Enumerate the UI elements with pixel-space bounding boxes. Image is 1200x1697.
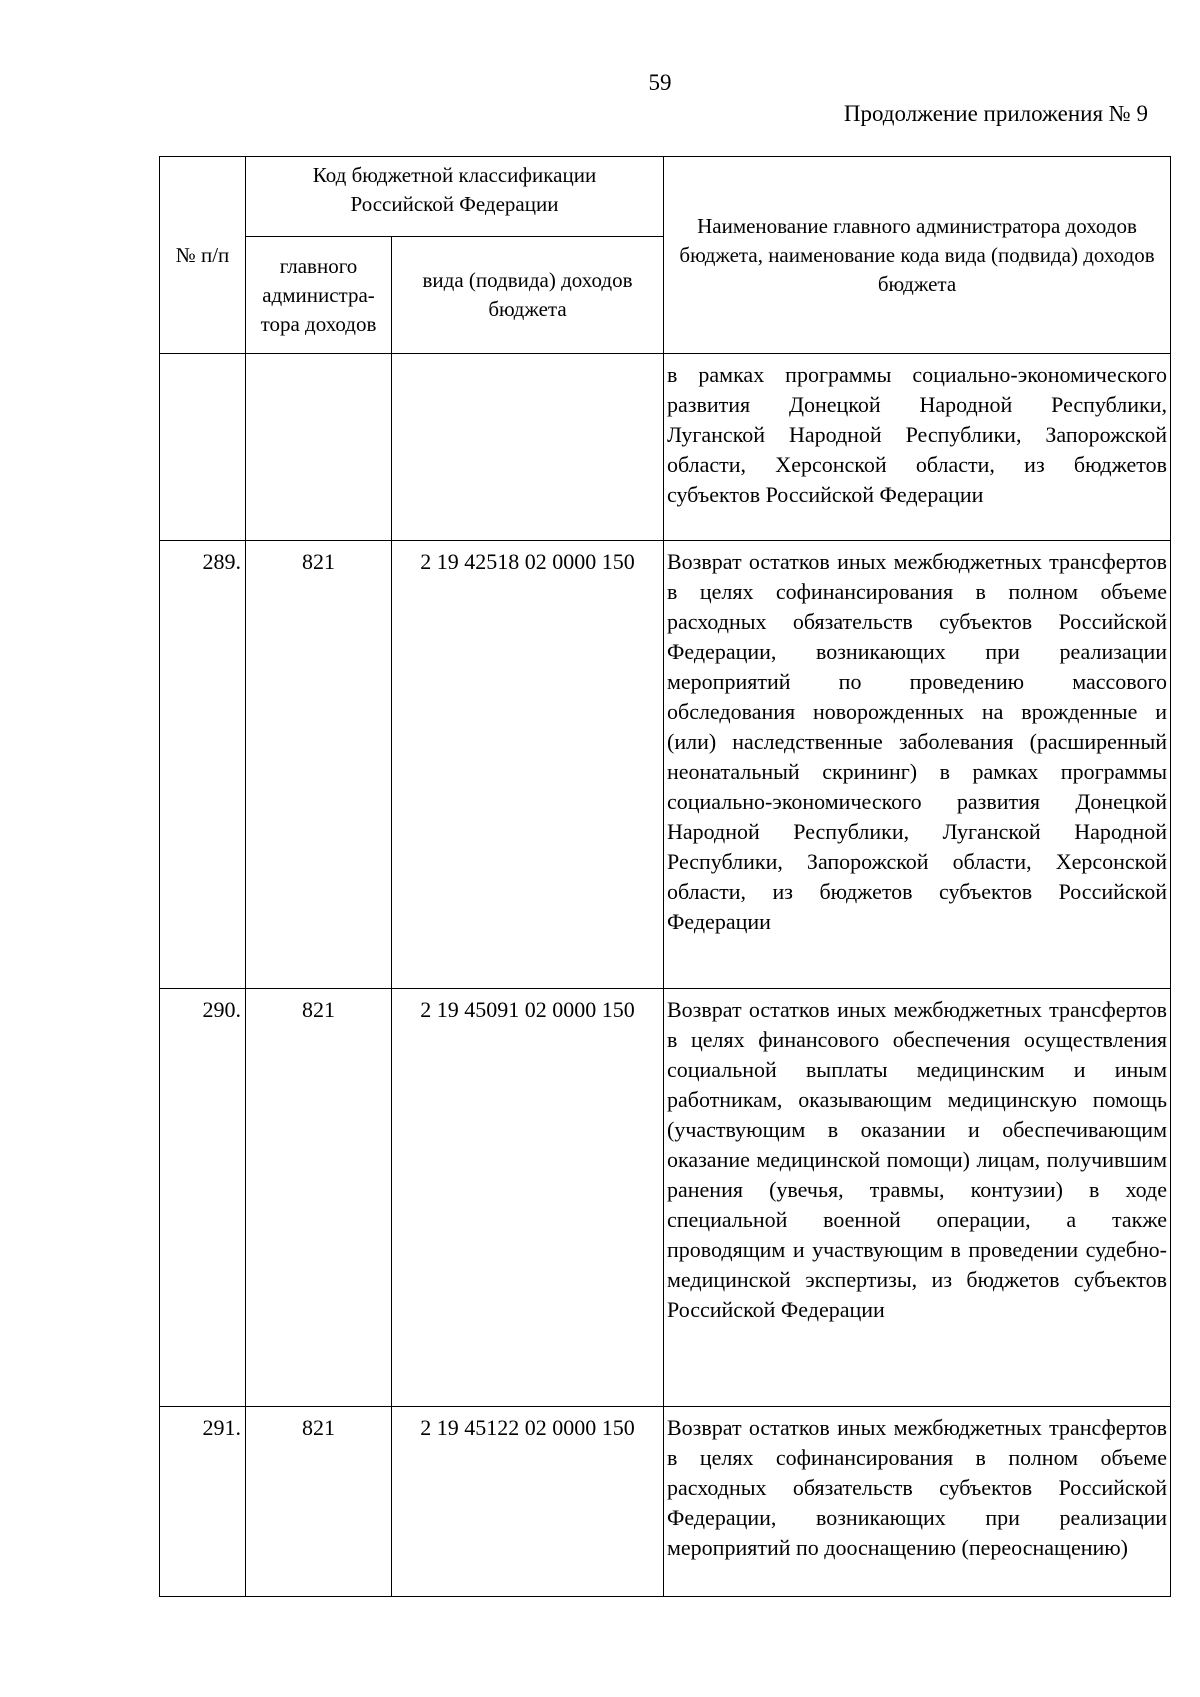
cell-admin: 821 (246, 1407, 392, 1597)
cell-num: 291. (160, 1407, 246, 1597)
header-admin: главного администра-тора доходов (246, 237, 392, 354)
table-row (160, 989, 1171, 1407)
cell-num: 289. (160, 541, 246, 989)
cell-num (160, 354, 246, 541)
cell-admin: 821 (246, 541, 392, 989)
header-name: Наименование главного администратора доходов бюджета, наименование кода вида (подвида) доходов бюджета (664, 157, 1171, 354)
budget-classification-table (159, 156, 1171, 1597)
cell-code (392, 354, 664, 541)
header-num: № п/п (160, 157, 246, 354)
cell-admin (246, 354, 392, 541)
cell-code: 2 19 45091 02 0000 150 (392, 989, 664, 1407)
table-row (160, 541, 1171, 989)
table-row (160, 1407, 1171, 1597)
cell-name: в рамках программы социально-экономического развития Донецкой Народной Республики, Луганской Народной Республики, Запорожской области, Херсонской области, из бюджетов субъектов Российской Федерации (664, 354, 1171, 541)
cell-code: 2 19 42518 02 0000 150 (392, 541, 664, 989)
continuation-title: Продолжение приложения № 9 (843, 101, 1148, 126)
cell-name: Возврат остатков иных межбюджетных трансфертов в целях софинансирования в полном объеме расходных обязательств субъектов Российской Федерации, возникающих при реализации мероприятий по проведению массового обследования новорожденных на врожденные и (или) наследственные заболевания (расширенный неонатальный скрининг) в рамках программы социально-экономического развития Донецкой Народной Республики, Луганской Народной Республики, Запорожской области, Херсонской области, из бюджетов субъектов Российской Федерации (664, 541, 1171, 989)
cell-code: 2 19 45122 02 0000 150 (392, 1407, 664, 1597)
cell-name: Возврат остатков иных межбюджетных трансфертов в целях софинансирования в полном объеме расходных обязательств субъектов Российской Федерации, возникающих при реализации мероприятий по дооснащению (переоснащению) (664, 1407, 1171, 1597)
table-row-continued (160, 354, 1171, 541)
cell-name: Возврат остатков иных межбюджетных трансфертов в целях финансового обеспечения осуществления социальной выплаты медицинским и иным работникам, оказывающим медицинскую помощь (участвующим в оказании и обеспечивающим оказание медицинской помощи) лицам, получившим ранения (увечья, травмы, контузии) в ходе специальной военной операции, а также проводящим и участвующим в проведении судебно-медицинской экспертизы, из бюджетов субъектов Российской Федерации (664, 989, 1171, 1407)
page-number: 59 (648, 70, 672, 95)
cell-admin: 821 (246, 989, 392, 1407)
header-type: вида (подвида) доходов бюджета (392, 237, 664, 354)
cell-num: 290. (160, 989, 246, 1407)
header-code-group: Код бюджетной классификации Российской Федерации (246, 157, 664, 237)
